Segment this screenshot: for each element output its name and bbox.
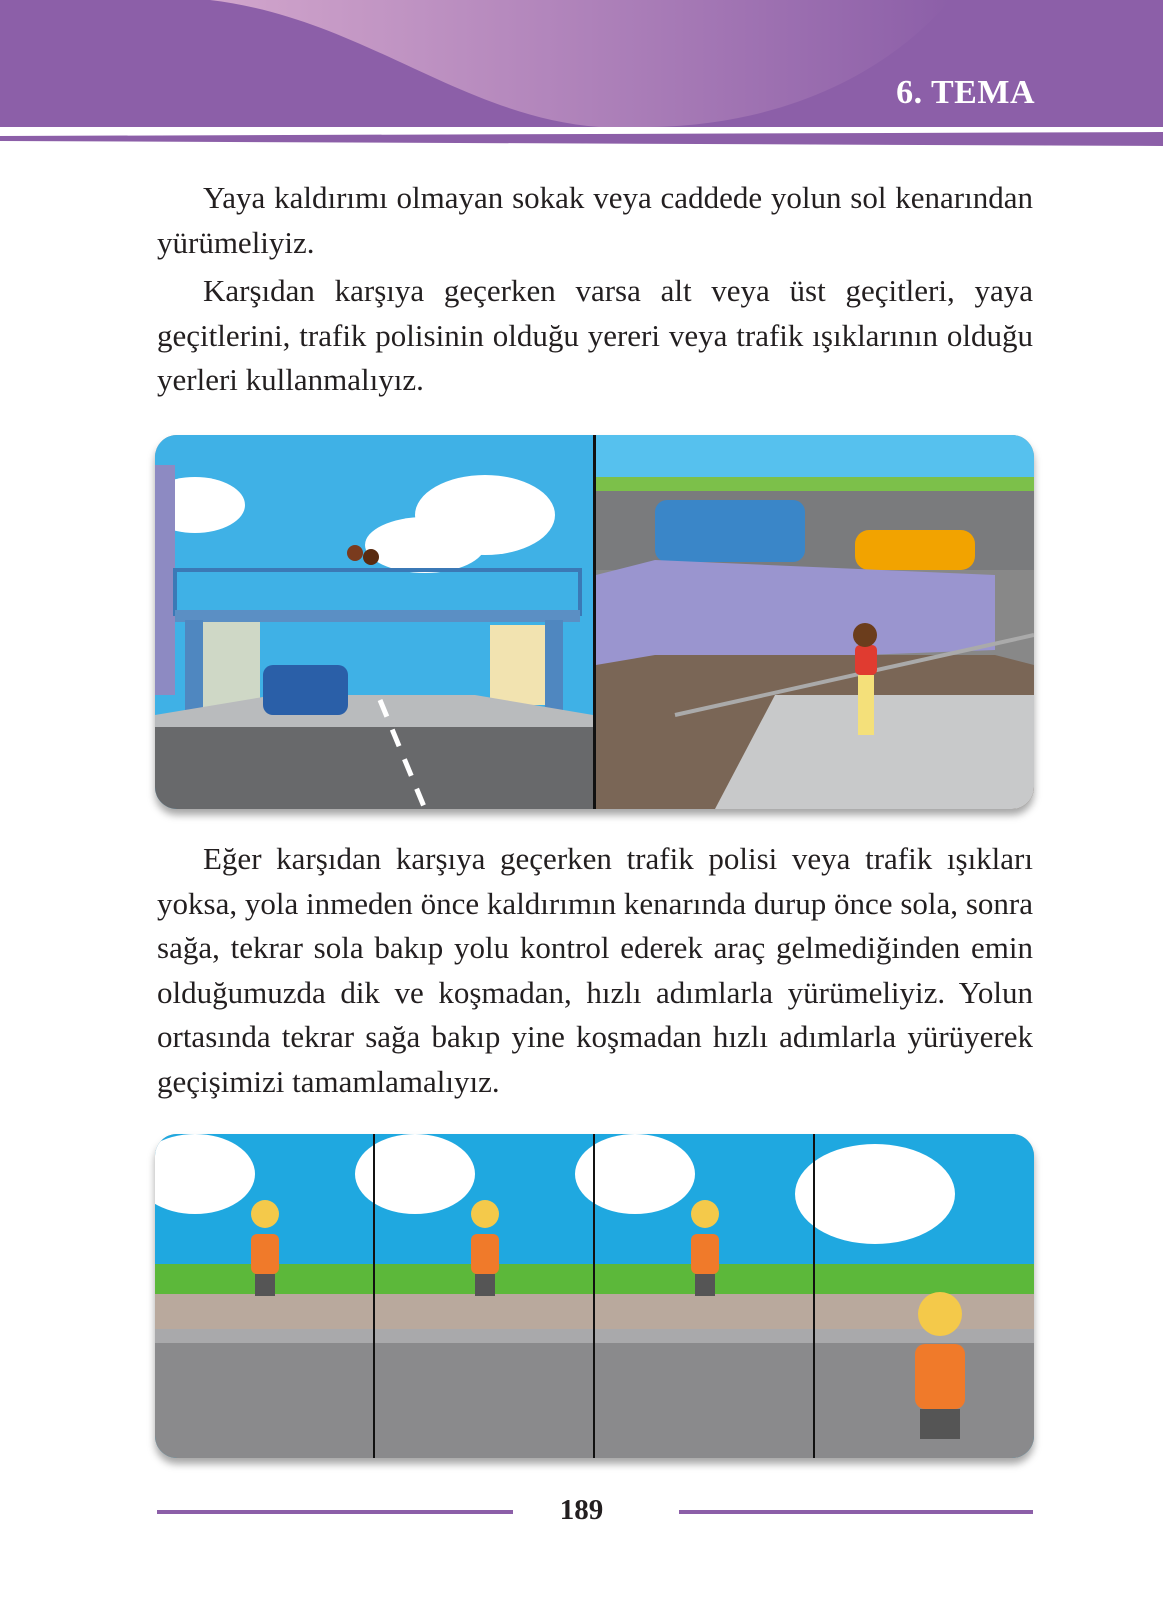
paragraph-crossing-steps: Eğer karşıdan karşıya geçerken trafik polisi veya trafik ışıkları yoksa, yola inmeden önce kaldırımın kenarında durup önce sola, sonra sağa, tekrar sola bakıp yolu kontrol ederek araç gelmediğinden emin olduğumuzda dik ve koşmadan, hızlı adımlarla yürümeliyiz. Yolun ortasında tekrar sağa bakıp yine koşmadan hızlı adımlarla yürüyerek geçişimizi tamamlamalıyız. xyxy=(157,841,1033,1099)
illustration-overpass-underpass xyxy=(155,435,1034,809)
chapter-header-banner xyxy=(0,0,1163,127)
theme-label: 6. TEMA xyxy=(896,74,1035,111)
intro-text xyxy=(157,176,1033,407)
paragraph-sidewalk: Yaya kaldırımı olmayan sokak veya caddede yolun sol kenarından yürümeliyiz. xyxy=(157,180,1033,260)
page-number: 189 xyxy=(559,1494,604,1526)
paragraph-crossings: Karşıdan karşıya geçerken varsa alt veya üst geçitleri, yaya geçitlerini, trafik polisinin olduğu yereri veya trafik ışıklarının olduğu yerleri kullanmalıyız. xyxy=(157,273,1033,397)
illustration-look-left-right xyxy=(155,1134,1034,1458)
header-stripe xyxy=(0,132,1163,146)
crossing-instructions-text xyxy=(157,837,1033,1108)
